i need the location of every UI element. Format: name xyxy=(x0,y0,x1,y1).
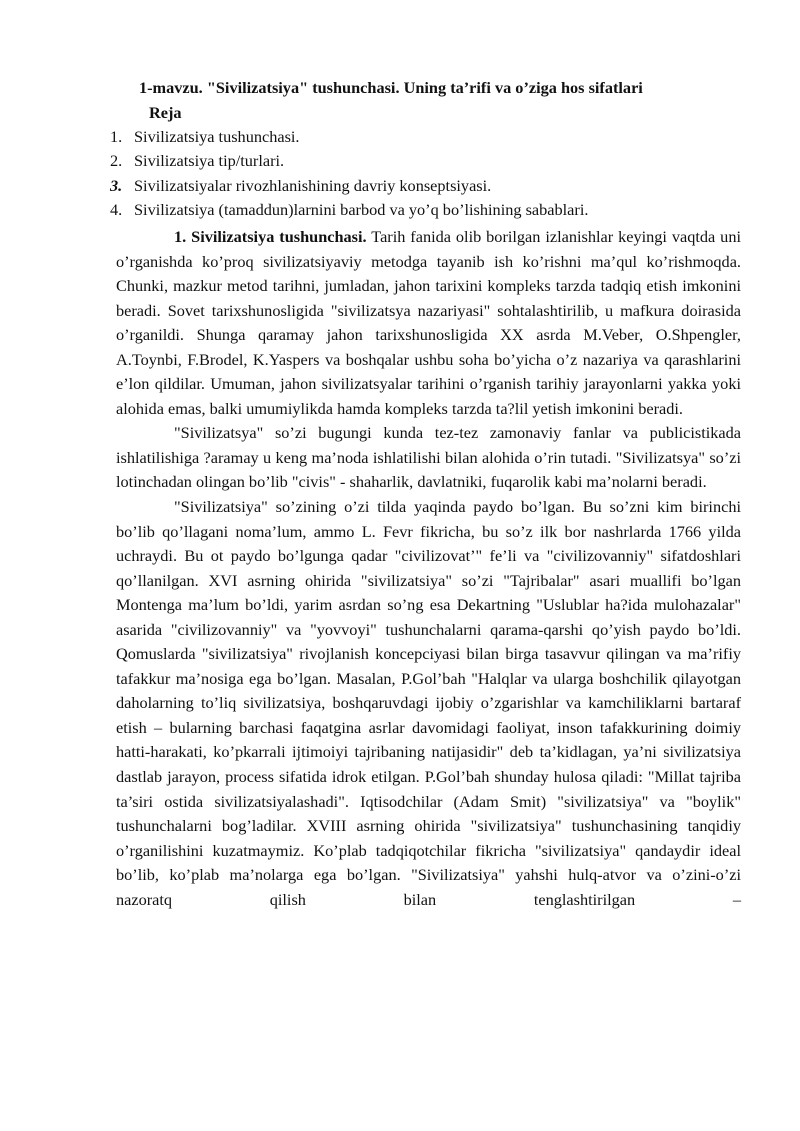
document-body xyxy=(116,225,741,912)
plan-item-number: 3. xyxy=(110,175,123,195)
plan-item-text: Sivilizatsiya (tamaddun)larnini barbod va yo’q bo’lishining sabablari. xyxy=(134,199,589,219)
plan-item-text: Sivilizatsiya tip/turlari. xyxy=(134,151,285,171)
section-heading: 1. Sivilizatsiya tushunchasi. xyxy=(174,227,367,246)
plan-item-number: 2. xyxy=(110,151,123,171)
plan-heading: Reja xyxy=(149,103,182,122)
paragraph-text: Tarih fanida olib borilgan izlanishlar keyingi vaqtda uni o’rganishda ko’proq sivilizatsiyaviy metodga tayanib ish ko’rishni ma’qul ko’rishmoqda. Chunki, mazkur metod tarihni, jumladan, jahon tarixini kompleks tarzda tadqiq etish imkonini beradi. Sovet tarixshunosligida "sivilizatsya nazariyasi" sohtalashtirilib, u mafkura doirasida o’rganildi. Shunga qaramay jahon tarixshunosligida XX asrda M.Veber, O.Shpengler, A.Toynbi, F.Brodel, K.Yaspers va boshqalar ushbu soha bo’yicha o’z nazariya va qarashlarini e’lon qildilar. Umuman, jahon sivilizatsyalar tarihini o’rganish tarihiy jarayonlarni yakka yoki alohida emas, balki umumiylikda hamda kompleks tarzda ta?lil yetish imkonini beradi. xyxy=(116,227,741,418)
plan-item xyxy=(110,174,750,198)
plan-item-text: Sivilizatsiya tushunchasi. xyxy=(134,127,300,146)
paragraph: "Sivilizatsya" so’zi bugungi kunda tez-tez zamonaviy fanlar va publicistikada ishlatilishiga ?aramay u keng ma’noda ishlatilishi bilan alohida o’rin tutadi. "Sivilizatsya" so’zi lotinchadan olingan bo’lib "civis" - shaharlik, davlatniki, fuqarolik kabi ma’nolarni beradi. xyxy=(116,423,741,492)
plan-list xyxy=(110,125,750,222)
plan-item-text: Sivilizatsiyalar rivozhlanishining davriy konseptsiyasi. xyxy=(134,175,492,195)
paragraph: "Sivilizatsiya" so’zining o’zi tilda yaqinda paydo bo’lgan. Bu so’zni kim birinchi bo’lib qo’llagani noma’lum, ammo L. Fevr fikricha, bu so’z ilk bor nashrlarda 1766 yilda uchraydi. Bu ot paydo bo’lgunga qadar "civilizovat’" fe’li va "civilizovanniy" sifatdoshlari qo’llanilgan. XVI asrning ohirida "sivilizatsiya" so’zi "Tajribalar" asari muallifi bo’lgan Montenga ma’lum bo’ldi, yarim asrdan so’ng esa Dekartning "Uslublar ha?ida mulohazalar" asarida "civilizovanniy" va "yovvoyi" tushunchalarni qarama-qarshi qo’yish paydo bo’ldi. Qomuslarda "sivilizatsiya" rivojlanish koncepciyasi bilan birga tasavvur qilingan va ma’rifiy tafakkur ma’nosiga ega bo’lgan. Masalan, P.Gol’bah "Halqlar va ularga boshchilik qilayotgan daholarning to’liq sivilizatsiya, boshqaruvdagi ijobiy o’zgarishlar va kamchiliklarni bartaraf etish – bularning barchasi faqatgina asrlar davomidagi faoliyat, inson tafakkurining doimiy hatti-harakati, ko’pkarrali ijtimoiyi tajribaning natijasidir" deb ta’kidlagan, ya’ni sivilizatsiya dastlab jarayon, process sifatida idrok etilgan. P.Gol’bah shunday hulosa qiladi: "Millat tajriba ta’siri ostida sivilizatsiyalashadi". Iqtisodchilar (Adam Smit) "sivilizatsiya" va "boylik" tushunchalarni bog’ladilar. XVIII asrning ohirida "sivilizatsiya" tushunchasining tanqidiy o’rganilishini kuzatmaymiz. Ko’plab tadqiqotchilar fikricha "sivilizatsiya" qandaydir ideal bo’lib, ko’plab ma’nolarga ega bo’lgan. "Sivilizatsiya" yahshi hulq-atvor va o’zini-o’zi nazoratq qilish bilan tenglashtirilgan – xyxy=(116,497,741,909)
plan-item xyxy=(110,149,750,173)
plan-item-number: 4. xyxy=(110,199,123,219)
plan-item xyxy=(110,125,750,149)
plan-item-number: 1. xyxy=(110,127,123,146)
paragraph xyxy=(116,225,741,421)
page-title: 1-mavzu. "Sivilizatsiya" tushunchasi. Uning ta’rifi va o’ziga hos sifatlari xyxy=(139,78,643,97)
plan-item xyxy=(110,198,750,222)
